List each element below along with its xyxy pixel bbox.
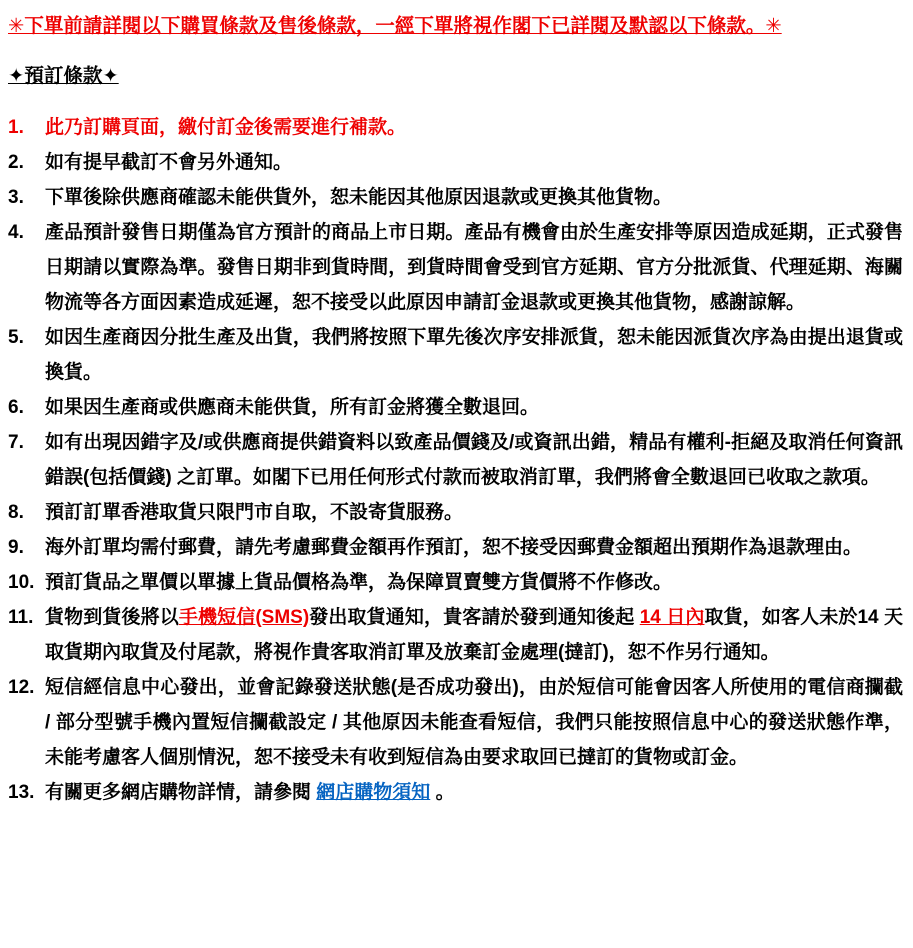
term-text (45, 432, 903, 488)
term-segment: 如果因生產商或供應商未能供貨，所有訂金將獲全數退回。 (45, 397, 540, 418)
terms-list (8, 110, 903, 810)
term-text (45, 397, 539, 418)
term-item-7 (8, 425, 903, 495)
term-segment: 預訂貨品之單價以單據上貨品價格為準，為保障買賣雙方貨價將不作修改。 (45, 572, 673, 593)
term-segment: 海外訂單均需付郵費，請先考慮郵費金額再作預訂，恕不接受因郵費金額超出預期作為退款理由。 (45, 537, 863, 558)
term-text (45, 502, 463, 523)
shop-guide-link[interactable]: 網店購物須知 (316, 782, 431, 803)
term-number: 3. (8, 187, 24, 208)
term-number: 2. (8, 152, 24, 173)
term-highlight: 手機短信(SMS) (178, 607, 310, 628)
term-item-13 (8, 775, 903, 810)
term-segment: 發出取貨通知，貴客請於發到通知後起 (309, 607, 640, 628)
term-item-12 (8, 670, 903, 775)
term-segment: 短信經信息中心發出，並會記錄發送狀態(是否成功發出)，由於短信可能會因客人所使用的電信商攔截 / 部分型號手機內置短信攔截設定 / 其他原因未能查看短信，我們只能按照信息中心的發送狀態作準，未能考慮客人個別情況，恕不接受未有收到短信為由要求取回已撻訂的貨物或訂金。 (45, 677, 903, 768)
term-text (45, 537, 862, 558)
term-item-8 (8, 495, 903, 530)
term-number: 4. (8, 222, 24, 243)
section-title-preorder-terms: ✦預訂條款✦ (8, 65, 119, 87)
term-number: 7. (8, 432, 24, 453)
term-segment: 產品預計發售日期僅為官方預計的商品上市日期。產品有機會由於生產安排等原因造成延期，正式發售日期請以實際為準。發售日期非到貨時間，到貨時間會受到官方延期、官方分批派貨、代理延期、海關物流等各方面因素造成延遲，恕不接受以此原因申請訂金退款或更換其他貨物，感謝諒解。 (45, 222, 903, 313)
term-number: 5. (8, 327, 24, 348)
term-item-6 (8, 390, 903, 425)
term-item-10 (8, 565, 903, 600)
term-text (45, 607, 903, 663)
term-segment: 如因生產商因分批生產及出貨，我們將按照下單先後次序安排派貨，恕未能因派貨次序為由提出退貨或換貨。 (45, 327, 903, 383)
term-segment: 如有提早截訂不會另外通知。 (45, 152, 293, 173)
term-item-4 (8, 215, 903, 320)
term-text (45, 222, 903, 313)
term-item-9 (8, 530, 903, 565)
term-number: 1. (8, 117, 24, 138)
term-number: 9. (8, 537, 24, 558)
term-text (45, 782, 455, 803)
term-text (45, 677, 903, 768)
term-highlight: 14 日內 (639, 607, 705, 628)
term-number: 8. (8, 502, 24, 523)
term-item-2 (8, 145, 903, 180)
term-item-11 (8, 600, 903, 670)
term-text (45, 187, 672, 208)
term-number: 11. (8, 607, 34, 628)
term-item-1 (8, 110, 903, 145)
term-item-5 (8, 320, 903, 390)
term-number: 6. (8, 397, 24, 418)
term-segment: 下單後除供應商確認未能供貨外，恕未能因其他原因退款或更換其他貨物。 (45, 187, 673, 208)
term-number: 12. (8, 677, 35, 698)
term-segment: 貨物到貨後將以 (45, 607, 179, 628)
term-segment: 此乃訂購頁面，繳付訂金後需要進行補款。 (45, 117, 407, 138)
preorder-terms-document (8, 12, 903, 810)
term-text (45, 152, 292, 173)
term-segment: 有關更多網店購物詳情，請參閱 (45, 782, 317, 803)
term-number: 13. (8, 782, 35, 803)
term-segment: 。 (430, 782, 455, 803)
term-segment: 取貨，如客人未於14 天取貨期內取貨及付尾款，將視作貴客取消訂單及放棄訂金處理(撻訂)，恕不作另行通知。 (45, 607, 903, 663)
term-item-3 (8, 180, 903, 215)
term-text (45, 572, 672, 593)
term-number: 10. (8, 572, 35, 593)
term-text (45, 327, 903, 383)
purchase-warning-heading: ✳下單前請詳閱以下購買條款及售後條款，一經下單將視作閣下已詳閱及默認以下條款。✳ (8, 15, 782, 37)
term-segment: 如有出現因錯字及/或供應商提供錯資料以致產品價錢及/或資訊出錯，精品有權利-拒絕及取消任何資訊錯誤(包括價錢) 之訂單。如閣下已用任何形式付款而被取消訂單，我們將會全數退回已收取之款項。 (45, 432, 903, 488)
term-segment: 預訂訂單香港取貨只限門市自取，不設寄貨服務。 (45, 502, 464, 523)
term-text (45, 117, 406, 138)
